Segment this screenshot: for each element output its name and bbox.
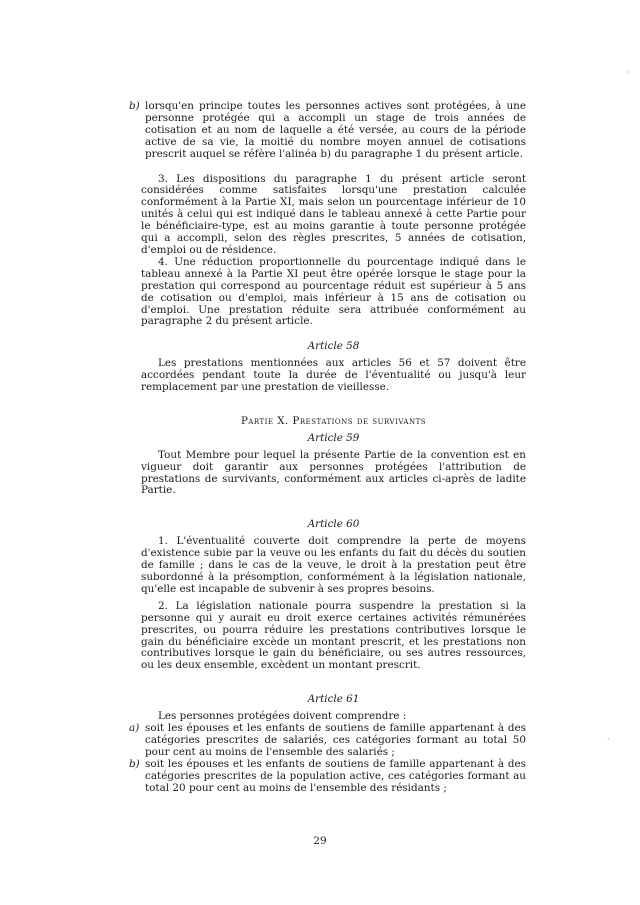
article-58-text: Les prestations mentionnées aux articles 56 et 57 doivent être accordées pendant toute la durée de l'éventualité ou jusqu'à leur remplacement par une prestation de vieillesse. (141, 357, 526, 394)
item-text: lorsqu'en principe toutes les personnes actives sont protégées, à une personne protégée qui a accompli un stage de trois années de cotisation et au nom de laquelle a été versée, au cours de la période active de sa vie, la moitié du nombre moyen annuel de cotisations prescrit auquel se réfère l'alinéa b) du paragraphe 1 du présent article. (145, 100, 526, 160)
item-label: b) (129, 100, 140, 112)
item-label: a) (129, 722, 140, 735)
scan-speck: · (607, 735, 610, 744)
article-61-intro: Les personnes protégées doivent comprendre : (158, 710, 407, 723)
item-text: soit les épouses et les enfants de soutiens de famille appartenant à des catégories prescrites de salariés, ces catégories formant au total 50 pour cent au moins de l'ensemble des salariés ; (145, 722, 526, 758)
paragraph-4: 4. Une réduction proportionnelle du pourcentage indiqué dans le tableau annexé à la Partie XI peut être opérée lorsque le stage pour la prestation qui correspond au pourcentage réduit est supérieur à 5 ans de cotisation ou d'emploi, mais inférieur à 15 ans de cotisation ou d'emploi. Une prestation réduite sera attribuée conformément au paragraphe 2 du présent article. (141, 255, 526, 328)
article-61-heading: Article 61 (307, 693, 360, 706)
list-item-b (129, 759, 526, 795)
article-59-heading: Article 59 (307, 431, 360, 444)
article-60-paragraph-2: 2. La législation nationale pourra suspendre la prestation si la personne qui y aurait eu droit exerce certaines activités rémunérées prescrites, ou pourra réduire les prestations contributives lorsque le gain du bénéficiaire excède un montant prescrit, et les prestations non contributives lorsque le gain du bénéficiaire, ou ses autres ressources, ou les deux ensemble, excèdent un montant prescrit. (141, 599, 526, 672)
article-60-paragraph-1: 1. L'éventualité couverte doit comprendre la perte de moyens d'existence subie par la veuve ou les enfants du fait du décès du soutien de famille ; dans le cas de la veuve, le droit à la prestation peut être subordonné à la présomption, conformément à la législation nationale, qu'elle est incapable de subvenir à ses propres besoins. (141, 535, 526, 595)
list-item-a (129, 723, 526, 759)
part-x-heading: Partie X. Prestations de survivants (240, 415, 427, 427)
page-body (129, 100, 526, 795)
article-59-text: Tout Membre pour lequel la présente Partie de la convention est en vigueur doit garantir aux personnes protégées l'attribution de prestations de survivants, conformément aux articles ci-après de ladite Partie. (141, 448, 526, 497)
article-58-heading: Article 58 (307, 340, 360, 353)
article-60-heading: Article 60 (307, 518, 360, 531)
list-item-b (129, 101, 526, 161)
page-number: 29 (313, 835, 327, 847)
item-label: b) (129, 757, 140, 770)
paragraph-3: 3. Les dispositions du paragraphe 1 du présent article seront considérées comme satisfaites lorsqu'une prestation calculée conformément à la Partie XI, mais selon un pourcentage inférieur de 10 unités à celui qui est indiqué dans le tableau annexé à cette Partie pour le bénéficiaire-type, est au moins garantie à toute personne protégée qui a accompli, selon des règles prescrites, 5 années de cotisation, d'emploi ou de résidence. (141, 172, 526, 256)
scan-speck: · (626, 68, 629, 77)
item-text: soit les épouses et les enfants de soutiens de famille appartenant à des catégories prescrites de la population active, ces catégories formant au total 20 pour cent au moins de l'ensemble des résidants ; (145, 757, 526, 794)
